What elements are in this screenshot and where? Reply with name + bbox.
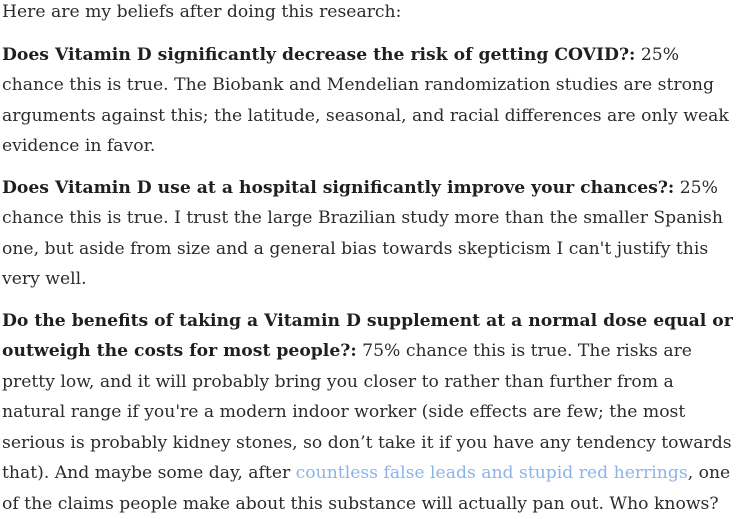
intro-text: Here are my beliefs after doing this research: <box>2 0 737 28</box>
answer-hospital-use: 25% chance this is true. I trust the large Brazilian study more than the smaller Spanish one, but aside from size and a general bias towards skepticism I can't justify this very well. <box>2 178 723 290</box>
answer-supplement-part1: 75% chance this is true. The risks are pretty low, and it will probably bring you closer to rather than further from a natural range if you're a modern indoor worker (side effects are few; the most serious is probably kidney stones, so don’t take it if you have any tendency towards that). And maybe some day, after <box>2 341 732 483</box>
belief-paragraph-supplement <box>2 306 737 519</box>
question-covid-risk: Does Vitamin D significantly decrease the risk of getting COVID?: <box>2 45 635 65</box>
belief-paragraph-hospital-use <box>2 173 737 295</box>
question-supplement: Do the benefits of taking a Vitamin D supplement at a normal dose equal or outweigh the costs for most people?: <box>2 311 733 362</box>
answer-covid-risk: 25% chance this is true. The Biobank and Mendelian randomization studies are strong arguments against this; the latitude, seasonal, and racial differences are only weak evidence in favor. <box>2 45 729 157</box>
red-herrings-link[interactable]: countless false leads and stupid red herrings <box>296 463 688 483</box>
answer-supplement-part2: , one of the claims people make about this substance will actually pan out. Who knows? <box>2 463 730 514</box>
belief-paragraph-covid-risk <box>2 40 737 162</box>
question-hospital-use: Does Vitamin D use at a hospital significantly improve your chances?: <box>2 178 674 198</box>
